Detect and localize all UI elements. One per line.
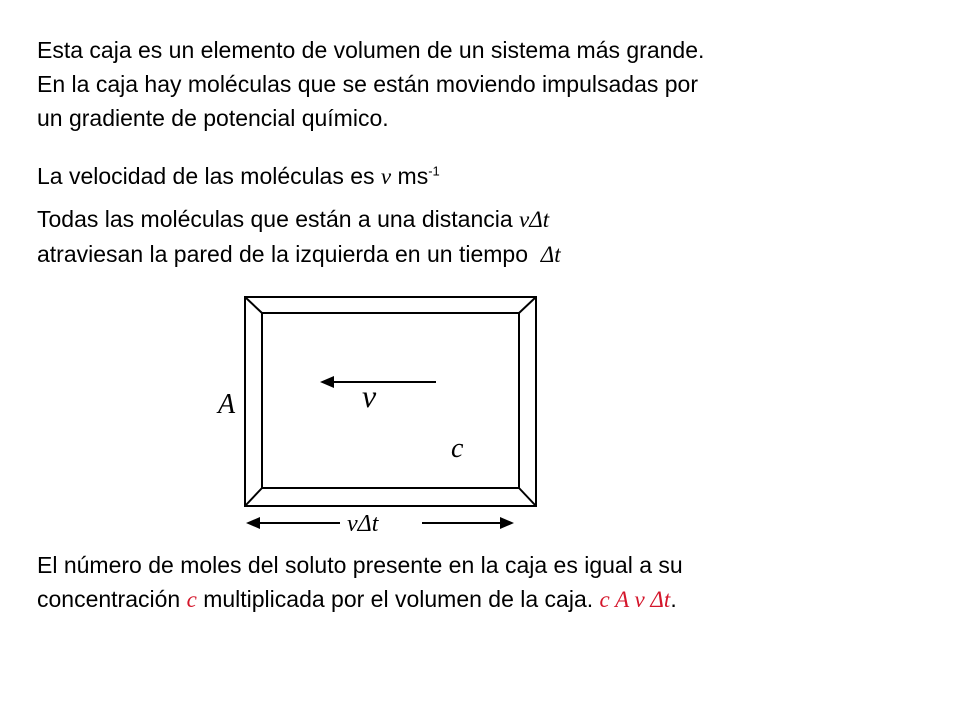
box-outline xyxy=(245,297,536,506)
concentration-symbol: c xyxy=(186,587,197,612)
velocity-symbol: v xyxy=(380,164,392,189)
moles-line-2-end: . xyxy=(670,586,677,612)
velocity-exponent: -1 xyxy=(428,163,440,179)
intro-line-1: Esta caja es un elemento de volumen de un sistema más grande. xyxy=(37,37,705,63)
box-edge-top-left xyxy=(245,297,262,313)
intro-line-3: un gradiente de potencial químico. xyxy=(37,105,389,131)
distance-arrow-left-head xyxy=(246,517,260,529)
box-outer-edge xyxy=(245,297,536,506)
moles-line-2-middle: multiplicada por el volumen de la caja. xyxy=(196,586,600,612)
velocity-arrow xyxy=(320,376,436,388)
velocity-unit: ms xyxy=(391,163,429,189)
distance-symbol: vΔt xyxy=(519,207,550,232)
velocity-label: v xyxy=(362,378,377,414)
moles-paragraph xyxy=(37,548,683,617)
moles-line-2-prefix: concentración xyxy=(37,586,187,612)
velocity-arrow-head xyxy=(320,376,334,388)
box-inner-edge xyxy=(262,313,519,488)
velocity-prefix: La velocidad de las moléculas es xyxy=(37,163,381,189)
distance-line-1-text: Todas las moléculas que están a una distancia xyxy=(37,206,520,232)
distance-arrow-right-head xyxy=(500,517,514,529)
distance-label: vΔt xyxy=(347,511,379,537)
area-label: A xyxy=(218,389,236,420)
box-edge-bottom-right xyxy=(519,488,536,506)
concentration-label: c xyxy=(451,433,464,464)
distance-line-2-text: atraviesan la pared de la izquierda en un tiempo xyxy=(37,241,541,267)
time-symbol: Δt xyxy=(540,242,561,267)
moles-line-1: El número de moles del soluto presente en la caja es igual a su xyxy=(37,552,683,578)
moles-formula: c A v Δt xyxy=(599,587,671,612)
box-edge-top-right xyxy=(519,297,536,313)
distance-arrow xyxy=(246,517,514,529)
box-edge-bottom-left xyxy=(245,488,262,506)
moles-line-2 xyxy=(37,582,683,617)
intro-line-2: En la caja hay moléculas que se están moviendo impulsadas por xyxy=(37,71,698,97)
